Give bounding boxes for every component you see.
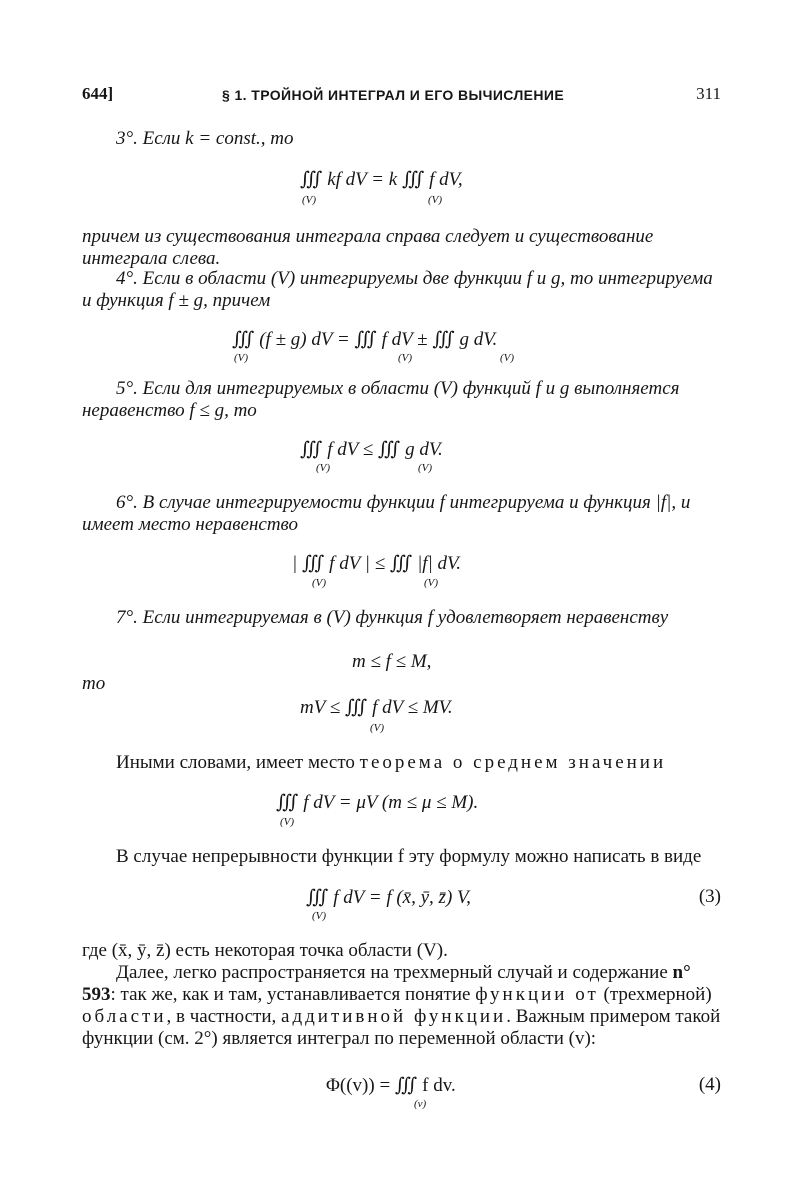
formula-6-domain-2: (V) — [424, 577, 439, 589]
section-reference-593: n° 593 — [82, 962, 691, 1005]
paragraph-lead: Далее, легко распространяется на трехмерный случай и содержание — [116, 962, 673, 983]
mean-value-term: теорема о среднем значении — [359, 752, 667, 773]
formula-4: ∭ (f ± g) dV = ∭ f dV ± ∭ g dV. — [232, 329, 498, 350]
property-4: 4°. Если в области (V) интегрируемы две функции f и g, то интегрируема и функция f ± g, причем — [82, 268, 713, 311]
property-5: 5°. Если для интегрируемых в области (V) функций f и g выполняется неравенство f ≤ g, то — [82, 378, 680, 421]
formula-4-domain-1: (V) — [234, 352, 249, 364]
term-additive-function: аддитивной функции — [281, 1006, 507, 1027]
formula-5-domain-1: (V) — [316, 462, 331, 474]
formula-5: ∭ f dV ≤ ∭ g dV. — [300, 439, 443, 460]
mean-value-lead: Иными словами, имеет место — [116, 752, 360, 773]
formula-7-estimate: mV ≤ ∭ f dV ≤ MV. — [300, 697, 453, 718]
formula-6-domain-1: (V) — [312, 577, 327, 589]
mean-value-statement — [82, 752, 722, 774]
page-number: 311 — [696, 84, 721, 103]
formula-4-domain-2: (V) — [398, 352, 413, 364]
chapter-title: § 1. ТРОЙНОЙ ИНТЕГРАЛ И ЕГО ВЫЧИСЛЕНИЕ — [222, 87, 565, 103]
formula-3: ∭ kf dV = k ∭ f dV, — [300, 169, 463, 190]
property-6: 6°. В случае интегрируемости функции f интегрируема и функция |f|, и имеет место неравенство — [82, 492, 691, 535]
formula-5-domain-2: (V) — [418, 462, 433, 474]
paragraph-part-5: . Важным примером такой функции (см. 2°) является интеграл по переменной области (v): — [82, 1006, 721, 1049]
formula-continuous: ∭ f dV = f (x̄, ȳ, z̄) V, — [306, 887, 471, 908]
formula-7-domain: (V) — [370, 722, 385, 734]
formula-phi-domain: (v) — [414, 1098, 427, 1110]
equation-number-4: (4) — [698, 1074, 721, 1095]
paragraph-part-2: : так же, как и там, устанавливается понятие — [110, 984, 476, 1005]
point-definition: где (x̄, ȳ, z̄) есть некоторая точка области (V). — [82, 940, 448, 961]
continuity-paragraph: В случае непрерывности функции f эту формулу можно написать в виде — [116, 846, 702, 867]
formula-phi: Φ((v)) = ∭ f dv. — [326, 1075, 456, 1096]
running-header — [82, 84, 721, 110]
paragraph-part-4: , в частности, — [166, 1006, 282, 1027]
formula-6: | ∭ f dV | ≤ ∭ |f| dV. — [292, 553, 461, 574]
property-7: 7°. Если интегрируемая в (V) функция f удовлетворяет неравенству — [116, 607, 669, 628]
formula-mean-value: ∭ f dV = μV (m ≤ μ ≤ M). — [276, 792, 479, 813]
section-reference: 644] — [82, 84, 114, 103]
formula-4-domain-3: (V) — [500, 352, 515, 364]
property-7-then: то — [82, 673, 106, 694]
term-domain: области — [82, 1006, 167, 1027]
equation-number-3: (3) — [698, 886, 721, 907]
property-3-remark: причем из существования интеграла справа следует и существование интеграла слева. — [82, 226, 654, 269]
additive-function-paragraph — [82, 962, 722, 1050]
paragraph-part-3: (трехмерной) — [598, 984, 712, 1005]
formula-mean-value-domain: (V) — [280, 816, 295, 828]
formula-3-domain-right: (V) — [428, 194, 443, 206]
property-3-intro: 3°. Если k = const., то — [116, 128, 294, 149]
formula-3-domain-left: (V) — [302, 194, 317, 206]
formula-7-bounds: m ≤ f ≤ M, — [352, 651, 432, 672]
term-function-of: функции от — [475, 984, 599, 1005]
formula-continuous-domain: (V) — [312, 910, 327, 922]
